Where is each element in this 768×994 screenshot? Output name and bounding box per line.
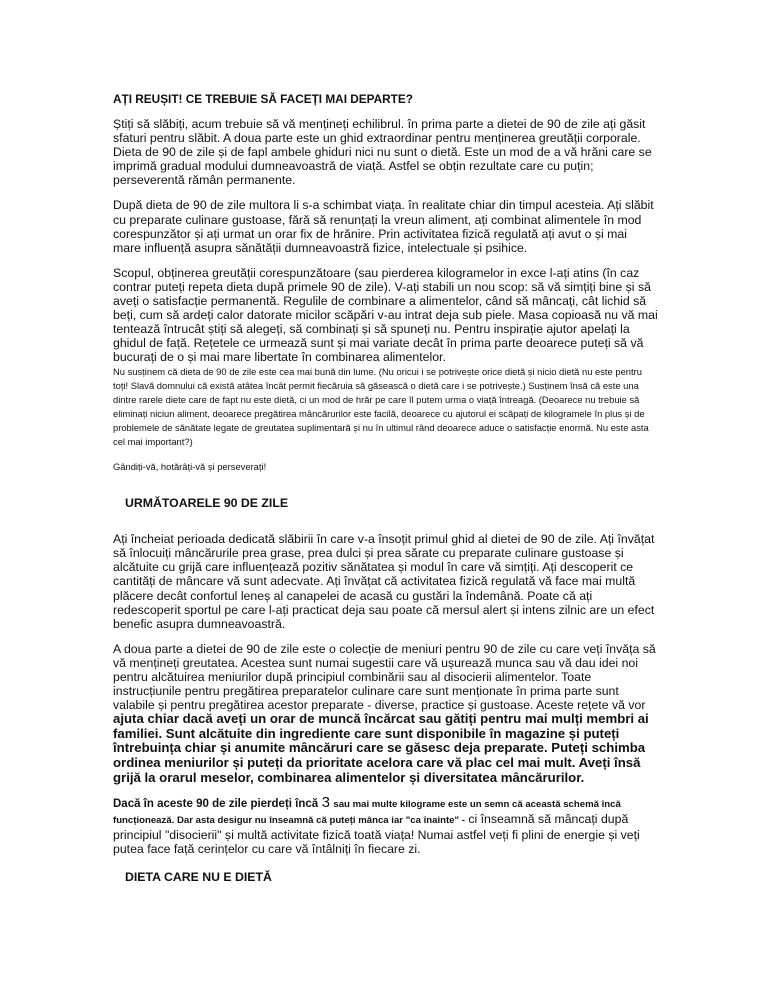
document-page — [113, 92, 658, 884]
paragraph-keep-losing — [113, 796, 658, 856]
paragraph-disclaimer: Nu susținem că dieta de 90 de zile este cea mai bună din lume. (Nu oricui i se potrivește orice dietă și nicio dietă nu este pentru toți! Slavă domnului că există atâtea încât permit fiecăruia să găsească o dietă care i se potrivește.) Susținem însă că este una dintre rarele diete care de fapt nu este dietă, ci un mod de hrăr pe care îl putem urma o viață întreagă. (Deoarece nu trebuie să eliminați niciun aliment, deoarece pregătirea mâncărurilor este facilă, deoarece cu ajutorul ei scăpați de kilogramele în plus și de problemele de sănătate legate de greutatea suplimentară și nu în ultimul rând deoarece aduce o satisfacție enormă. Nu este asta cel mai important?) — [113, 365, 649, 447]
second-part-normal-text: A doua parte a dietei de 90 de zile este o colecție de meniuri pentru 90 de zile cu care veți învăța să vă mențineți greutatea. Acestea sunt numai sugestii care vă ușurează munca sau vă dau idei noi pentru alcătuirea meniurilor după principiul combinării sau al disocierii alimentelor. Toate instrucțiunile pentru pregătirea preparatelor culinare care sunt menționate în prima parte sunt valabile și pentru pregătirea acestor preparate - diverse, practice și gustoase. Aceste rețete vă vor — [113, 641, 656, 713]
paragraph-finished-period: Ați încheiat perioada dedicată slăbirii în care v-a însoțit primul ghid al dietei de 90 de zile. Ați învățat să înlocuiți mâncărurile prea grase, prea dulci și prea sărate cu preparate culinare gustoase și alcătuite cu grijă care influențează pozitiv sănătatea și modul în care vă simțiți. Ați descoperit ce cantități de mâncare vă sunt adecvate. Ați învățat că activitatea fizică regulată vă face mai multă plăcere decât confortul leneș al canapelei de acasă cu gustări la îndemână. Poate că ați redescoperit sportul pe care l-ați practicat deja sau poate că mersul alert și intens zilnic are un efect benefic asupra dumneavoastră. — [113, 532, 655, 631]
paragraph-motto: Gândiți-vă, hotărâți-vă și perseverați! — [113, 461, 267, 473]
paragraph-goal: Scopul, obținerea greutății corespunzătoare (sau pierderea kilogramelor in exce l-ați atins (în caz contrar puteți repeta dieta după primele 90 de zile). V-ați stabili un nou scop: să vă simțiți bine și să aveți o satisfacție permanentă. Regulile de combinare a alimentelor, când să mâncați, cât lichid să beți, cum să ardeți calor datorate micilor scăpări v-au intrat deja sub piele. Masa copioasă nu vă mai tentează întrucât știți să alegeți, să combinați și să spuneți nu. Pentru inspirație ajutor apelați la ghidul de față. Rețetele ce urmează sunt și mai variate decât în prima parte deoarece puteți să vă bucurați de o și mai mare libertate în combinarea alimentelor. — [113, 265, 658, 365]
second-part-bold-text: ajuta chiar dacă aveți un orar de muncă încărcat sau gătiți pentru mai mulți membri ai familiei. Sunt alcătuite din ingrediente care sunt disponibile în magazine și puteți întrebuința chiar și anumite mâncăruri care se găsesc deja preparate. Puteți schimba ordinea meniurilor și puteți da prioritate acelora care vă plac cel mai mult. Aveți însă grijă la orarul meselor, combinarea alimentelor și diversitatea mâncărurilor. — [113, 711, 649, 785]
keep-losing-bold-small: sau mai multe kilograme este un semn că această schemă încă funcționează. Dar asta desigur nu înseamnă că puteți mânca iar "ca înainte" - — [113, 799, 621, 827]
main-heading: AȚI REUȘIT! CE TREBUIE SĂ FACEȚI MAI DEPARTE? — [113, 92, 413, 106]
paragraph-life-change: După dieta de 90 de zile multora li s-a schimbat viața. în realitate chiar din timpul acesteia. Ați slăbit cu preparate culinare gustoase, fără să renunțați la vreun aliment, ați combinat alimentele în mod corespunzător și ați urmat un orar fix de hrănire. Prin activitatea fizică regulată ați avut o și mai mare influență asupra sănătății dumneavoastră fizice, intelectuale și psihice. — [113, 198, 654, 255]
section-heading-diet-not-diet: DIETA CARE NU E DIETĂ — [125, 870, 272, 885]
keep-losing-lead: Dacă în aceste 90 de zile pierdeți încă — [113, 798, 319, 811]
section-heading-next-90-days: URMĂTOARELE 90 DE ZILE — [125, 496, 289, 511]
paragraph-second-part — [113, 642, 658, 785]
kilogram-number: 3 — [321, 794, 330, 812]
paragraph-intro: Știți să slăbiți, acum trebuie să vă mențineți echilibrul. în prima parte a dietei de 90 de zile ați găsit sfaturi pentru slăbit. A doua parte este un ghid extraordinar pentru menținerea greutății corporale. Dieta de 90 de zile și de fapl ambele ghiduri nici nu sunt o dietă. Este un mod de a vă hrăni care se imprimă gradual modului dumneavoastră de viață. Astfel se obțin rezultate care cu puțin; perseverentă rămân permanente. — [113, 117, 652, 188]
keep-losing-tail: ci înseamnă să mâncați după principiul "disocierii" și multă activitate fizică toată viața! Numai astfel veți fi plini de energie și veți putea face față cerințelor cu care vă întâlniți în fiecare zi. — [113, 812, 640, 857]
